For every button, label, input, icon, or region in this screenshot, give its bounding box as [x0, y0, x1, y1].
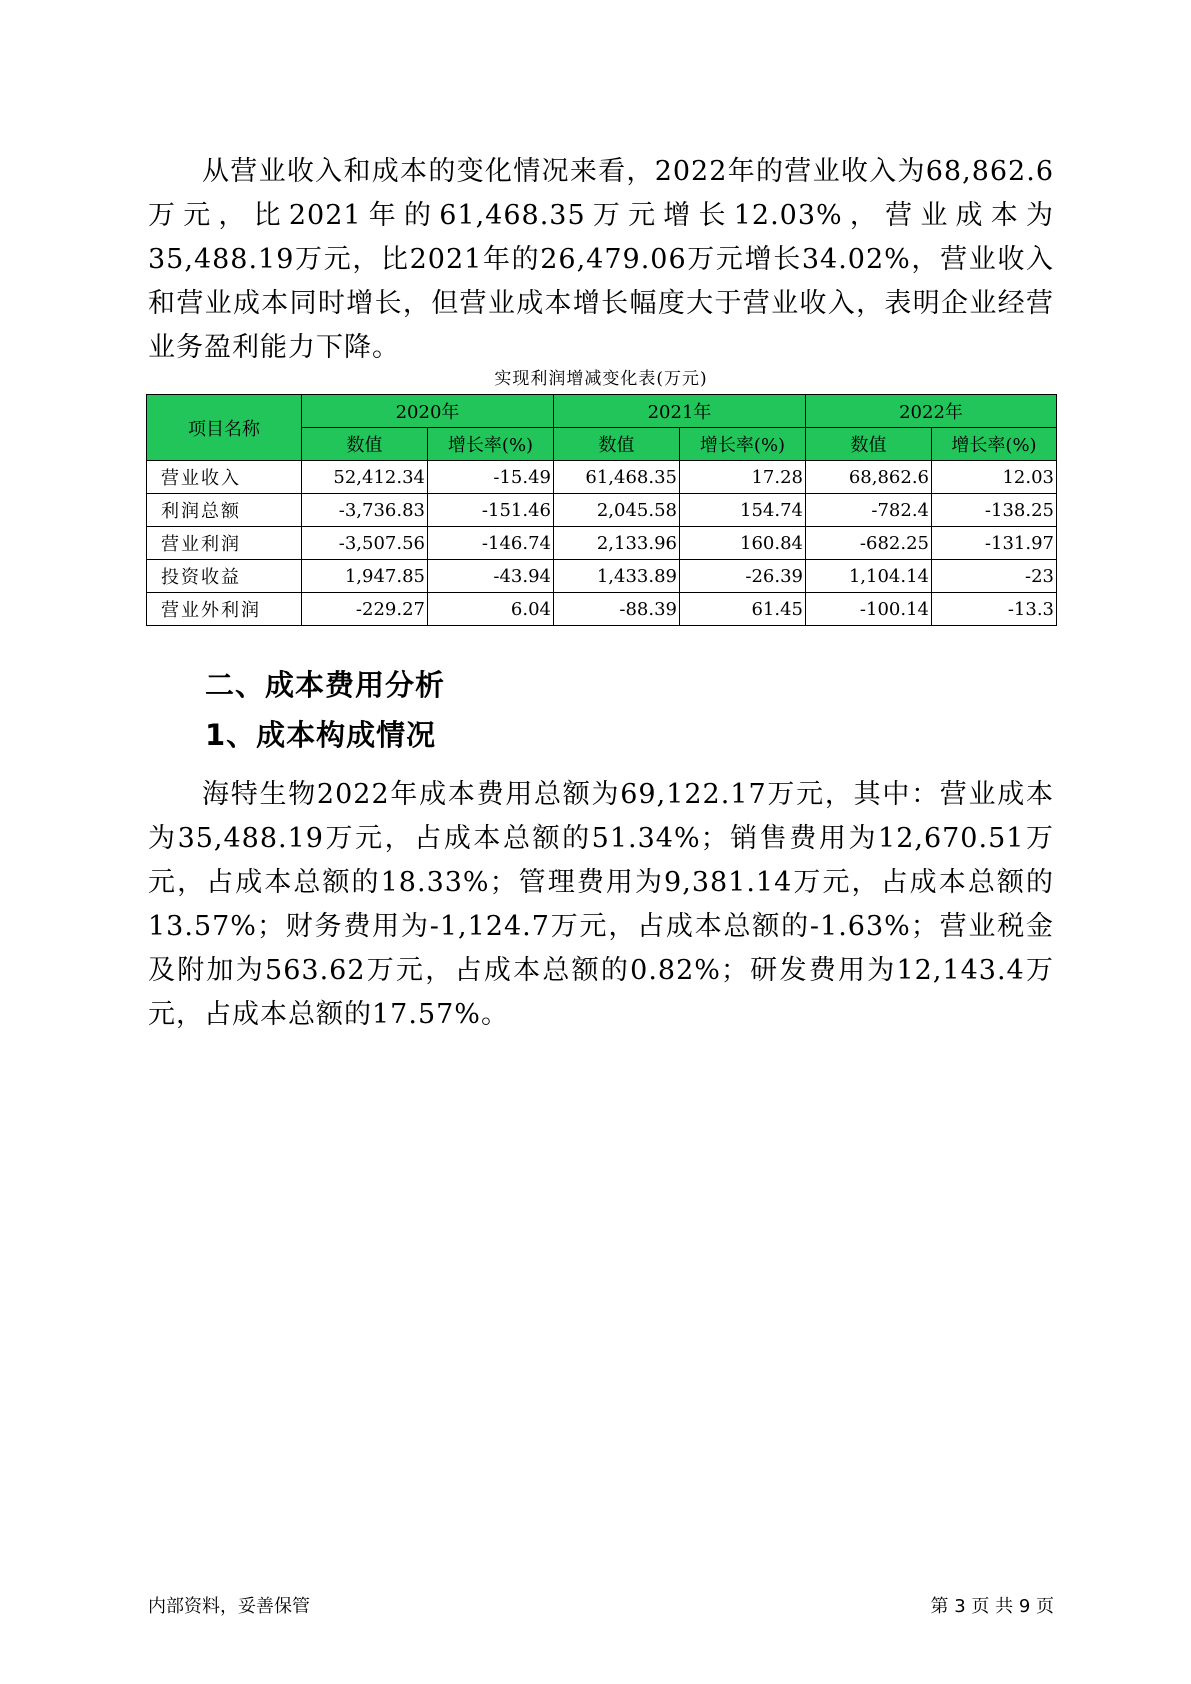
cell-value: 2,133.96 — [554, 527, 680, 560]
table-row — [147, 593, 1057, 626]
cell-value: -682.25 — [806, 527, 932, 560]
cell-rate: 12.03 — [932, 461, 1057, 494]
table-header-row-years — [147, 395, 1057, 428]
cell-value: -88.39 — [554, 593, 680, 626]
table-row — [147, 461, 1057, 494]
cell-rate: -138.25 — [932, 494, 1057, 527]
cell-rate: -43.94 — [428, 560, 554, 593]
header-year-2022: 2022年 — [806, 395, 1057, 428]
cell-rate: 154.74 — [680, 494, 806, 527]
cell-value: -3,507.56 — [302, 527, 428, 560]
cell-value: 2,045.58 — [554, 494, 680, 527]
row-name: 利润总额 — [147, 494, 302, 527]
table-row — [147, 527, 1057, 560]
header-year-2020: 2020年 — [302, 395, 554, 428]
cell-rate: 61.45 — [680, 593, 806, 626]
cell-rate: 160.84 — [680, 527, 806, 560]
cell-value: 68,862.6 — [806, 461, 932, 494]
header-value: 数值 — [806, 428, 932, 461]
footer-page-number: 第 3 页 共 9 页 — [930, 1596, 1054, 1617]
table-row — [147, 494, 1057, 527]
section-heading: 二、成本费用分析 — [205, 668, 446, 702]
header-value: 数值 — [554, 428, 680, 461]
header-rate: 增长率(%) — [680, 428, 806, 461]
cell-rate: -146.74 — [428, 527, 554, 560]
cell-rate: -151.46 — [428, 494, 554, 527]
cell-rate: -15.49 — [428, 461, 554, 494]
header-year-2021: 2021年 — [554, 395, 806, 428]
analysis-paragraph-revenue-cost: 从营业收入和成本的变化情况来看，2022年的营业收入为68,862.6万元，比2021年的61,468.35万元增长12.03%，营业成本为35,488.19万元，比2021年的26,479.06万元增长34.02%，营业收入和营业成本同时增长，但营业成本增长幅度大于营业收入，表明企业经营业务盈利能力下降。 — [148, 156, 1054, 363]
cell-value: -229.27 — [302, 593, 428, 626]
cell-value: 1,104.14 — [806, 560, 932, 593]
cell-rate: -23 — [932, 560, 1057, 593]
cell-value: -782.4 — [806, 494, 932, 527]
row-name: 营业利润 — [147, 527, 302, 560]
subsection-heading: 1、成本构成情况 — [205, 718, 437, 752]
cell-rate: -13.3 — [932, 593, 1057, 626]
header-item-name: 项目名称 — [147, 395, 302, 461]
table-row — [147, 560, 1057, 593]
header-rate: 增长率(%) — [932, 428, 1057, 461]
cell-value: 61,468.35 — [554, 461, 680, 494]
row-name: 营业收入 — [147, 461, 302, 494]
footer-confidential-note: 内部资料，妥善保管 — [148, 1596, 310, 1617]
row-name: 投资收益 — [147, 560, 302, 593]
cell-value: 52,412.34 — [302, 461, 428, 494]
cell-value: -100.14 — [806, 593, 932, 626]
cell-value: -3,736.83 — [302, 494, 428, 527]
table-caption: 实现利润增减变化表(万元) — [494, 369, 708, 389]
row-name: 营业外利润 — [147, 593, 302, 626]
profit-change-table — [146, 394, 1057, 626]
cell-rate: 17.28 — [680, 461, 806, 494]
cell-value: 1,947.85 — [302, 560, 428, 593]
cell-rate: -26.39 — [680, 560, 806, 593]
header-rate: 增长率(%) — [428, 428, 554, 461]
cost-composition-paragraph: 海特生物2022年成本费用总额为69,122.17万元，其中：营业成本为35,488.19万元，占成本总额的51.34%；销售费用为12,670.51万元，占成本总额的18.33%；管理费用为9,381.14万元，占成本总额的13.57%；财务费用为-1,124.7万元，占成本总额的-1.63%；营业税金及附加为563.62万元，占成本总额的0.82%；研发费用为12,143.4万元，占成本总额的17.57%。 — [148, 779, 1054, 1030]
cell-rate: 6.04 — [428, 593, 554, 626]
header-value: 数值 — [302, 428, 428, 461]
cell-rate: -131.97 — [932, 527, 1057, 560]
cell-value: 1,433.89 — [554, 560, 680, 593]
